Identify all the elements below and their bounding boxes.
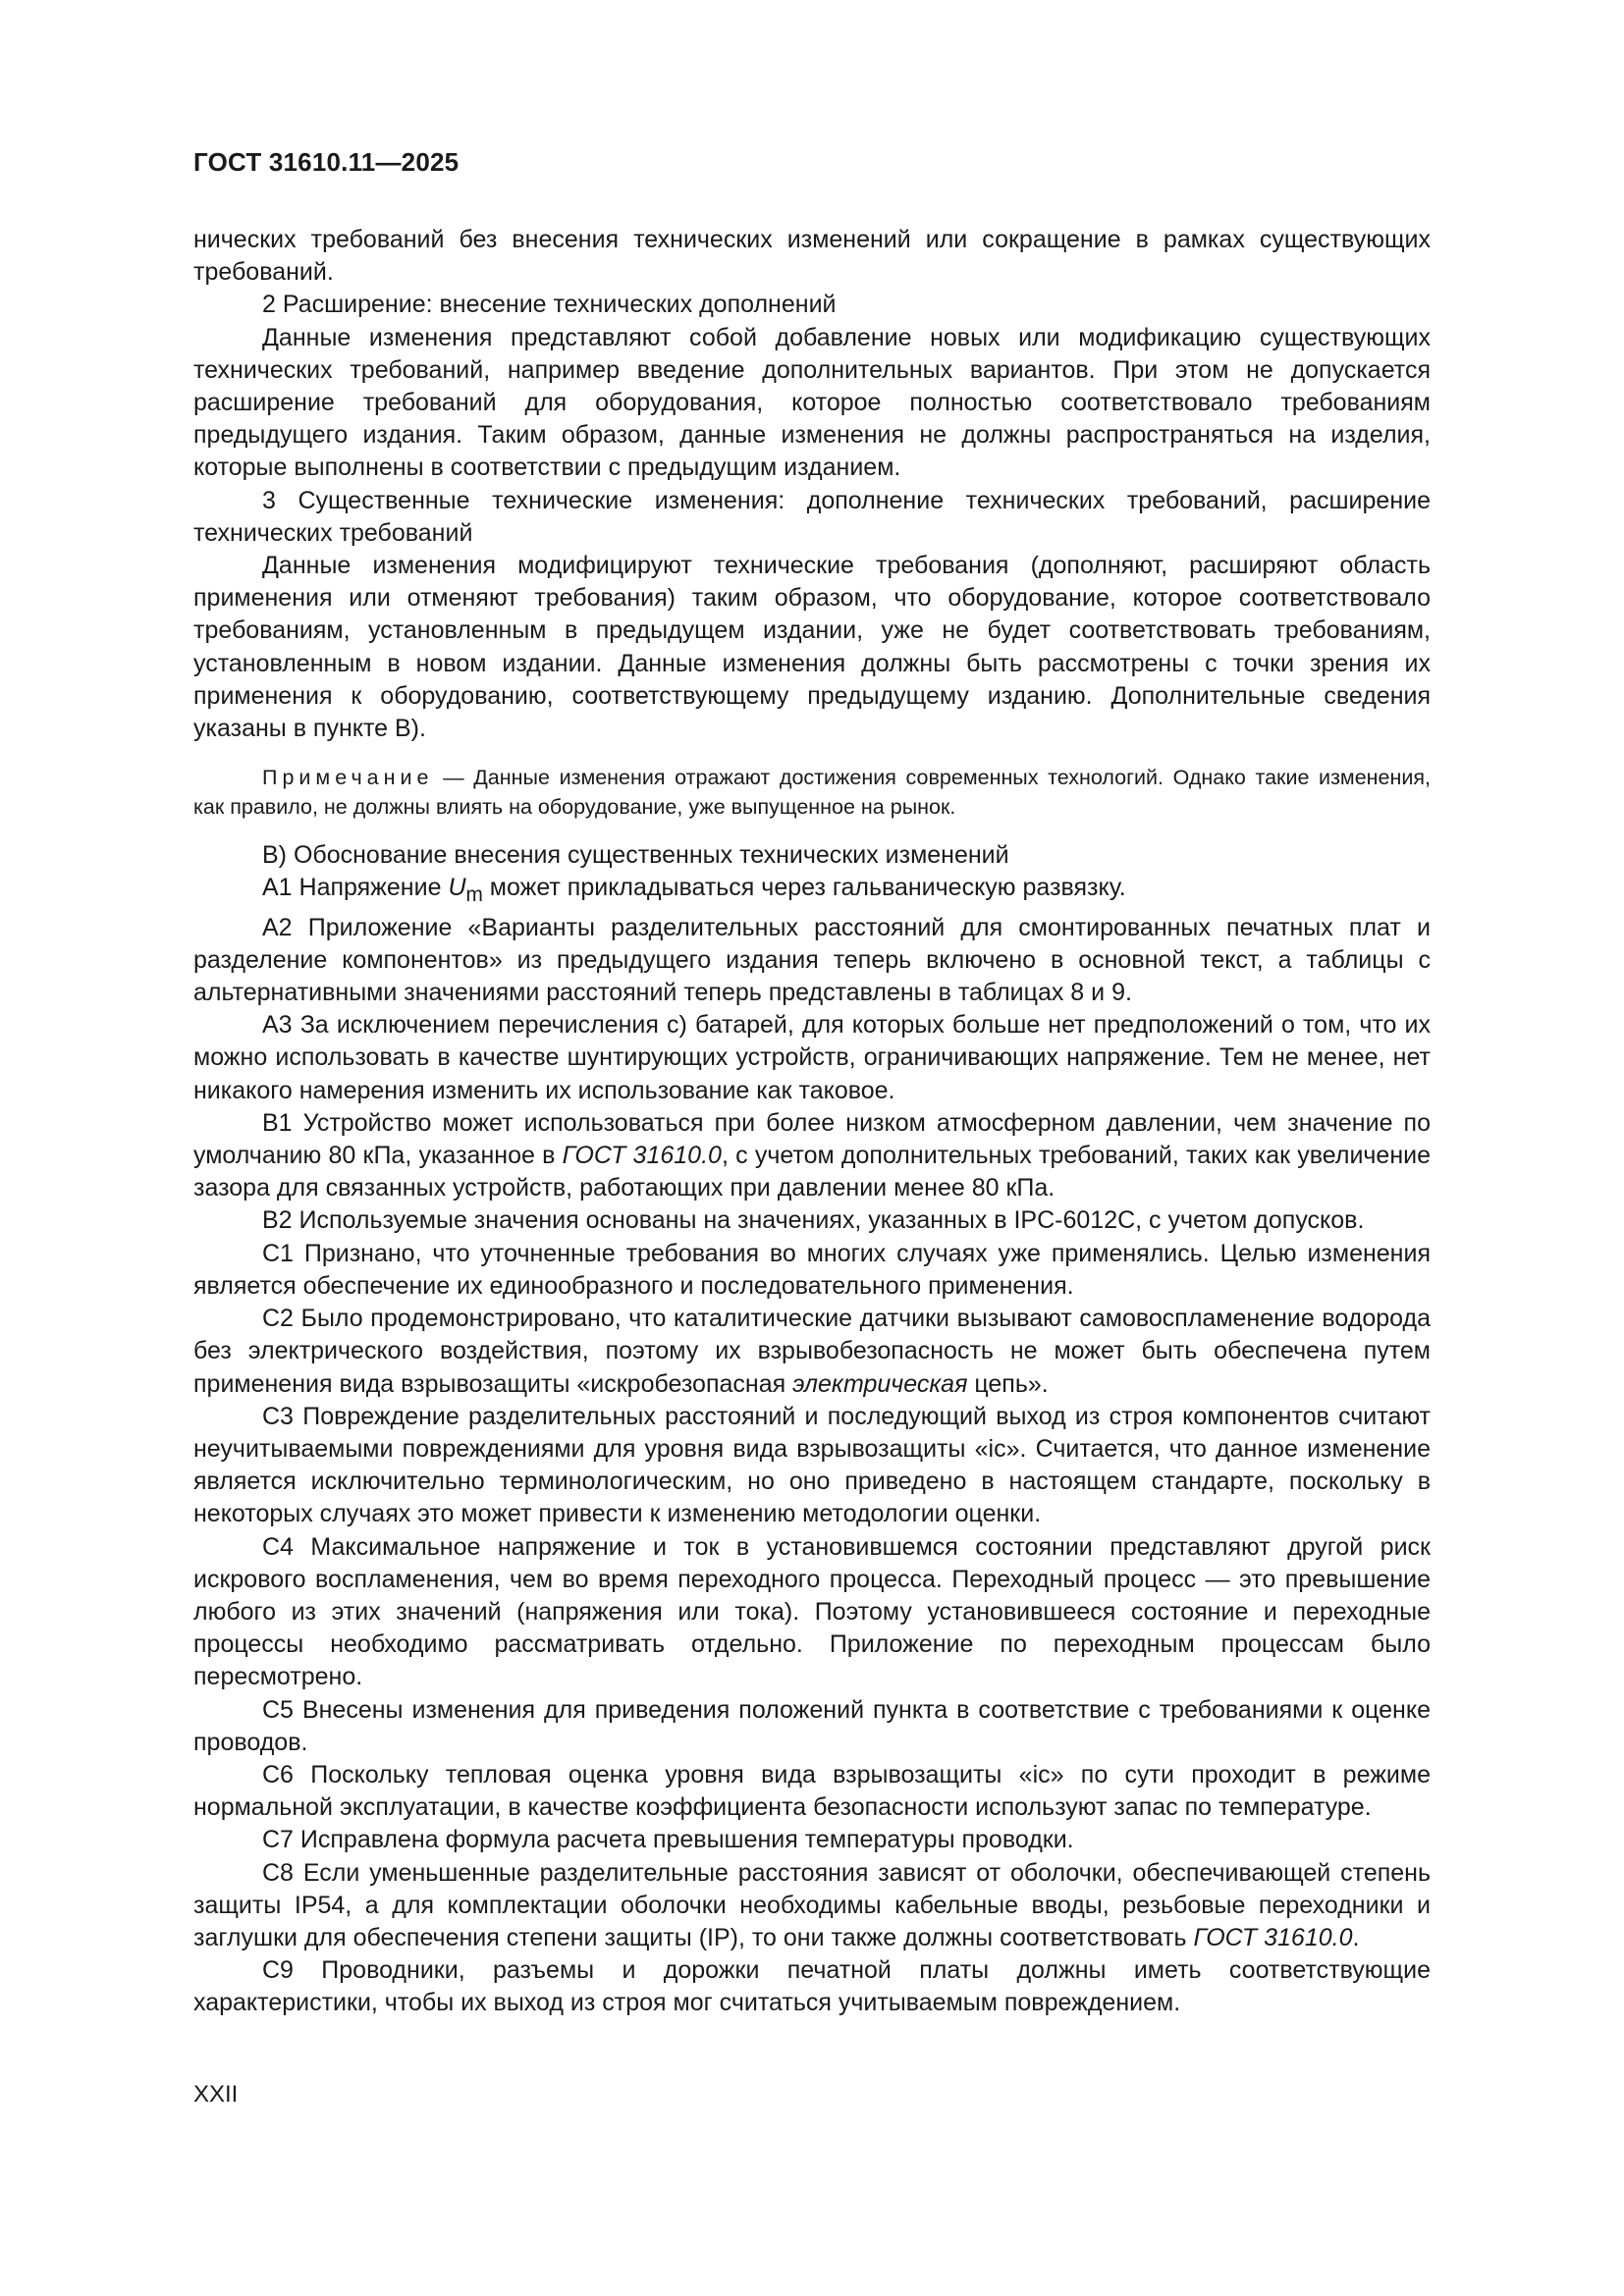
item-c2-text-start: C2 Было продемонстрировано, что каталитические датчики вызывают самовоспламенение водорода без электрического воздействия, поэтому их взрывобезопасность не может быть обеспечена путем применения вида взрывозащиты «искробезопасная [193,1305,1431,1398]
item-c4: C4 Максимальное напряжение и ток в установившемся состоянии представляют другой риск искрового воспламенения, чем во время переходного процесса. Переходный процесс — это превышение любого из этих значений (напряжения или тока). Поэтому установившееся состояние и переходные процессы необходимо рассматривать отдельно. Приложение по переходным процессам было пересмотрено. [193,1532,1431,1691]
item-c3: C3 Повреждение разделительных расстояний и последующий выход из строя компонентов считают неучитываемыми повреждениями для уровня вида взрывозащиты «ic». Считается, что данное изменение является исключительно терминологическим, но оно приведено в настоящем стандарте, поскольку в некоторых случаях это может привести к изменению методологии оценки. [193,1402,1431,1528]
section-heading-justification: B) Обоснование внесения существенных технических изменений [262,841,1009,870]
list-item-significant-changes: 3 Существенные технические изменения: дополнение технических требований, расширение технических требований [193,486,1431,547]
paragraph-extension-description: Данные изменения представляют собой добавление новых или модификацию существующих технических требований, например введение дополнительных вариантов. При этом не допускается расширение требований для оборудования, которое полностью соответствовало требованиям предыдущего издания. Таким образом, данные изменения не должны распространяться на изделия, которые выполнены в соответствии с предыдущим изданием. [193,323,1431,482]
item-b1-standard-ref: ГОСТ 31610.0 [562,1142,722,1170]
item-c2-italic-word: электрическая [792,1369,968,1398]
item-b1 [193,1107,1431,1205]
paragraph-significant-changes-description: Данные изменения модифицируют технические требования (дополняют, расширяют область применения или отменяют требования) таким образом, что оборудование, которое соответствовало требованиям, установленным в предыдущем издании, уже не будет соответствовать требованиям, установленным в новом издании. Данные изменения должны быть рассмотрены с точки зрения их применения к оборудованию, соответствующему предыдущему изданию. Дополнительные сведения указаны в пункте B). [193,552,1431,743]
item-a2: A2 Приложение «Варианты разделительных расстояний для смонтированных печатных плат и разделение компонентов» из предыдущего издания теперь включено в основной текст, а таблицы с альтернативными значениями расстояний теперь представлены в таблицах 8 и 9. [193,913,1431,1007]
item-b1-text-start: B1 Устройство может использоваться при более низком атмосферном давлении, чем значение по умолчанию 80 кПа, указанное в [193,1108,1431,1170]
item-b1-text-end: , с учетом дополнительных требований, таких как увеличение зазора для связанных устройств, работающих при давлении менее 80 кПа. [193,1142,1432,1202]
item-c8-text-start: C8 Если уменьшенные разделительные расстояния зависят от оболочки, обеспечивающей степень защиты IP54, а для комплектации оболочки необходимы кабельные вводы, резьбовые переходники и заглушки для обеспечения степени защиты (IP), то они также должны соответствовать [193,1858,1431,1951]
item-a3: A3 За исключением перечисления c) батарей, для которых больше нет предположений о том, что их можно использовать в качестве шунтирующих устройств, ограничивающих напряжение. Тем не менее, нет никакого намерения изменить их использование как таковое. [193,1011,1431,1104]
item-a1-text-start: A1 Напряжение [262,874,449,902]
item-c5: C5 Внесены изменения для приведения положений пункта в соответствие с требованиями к оценке проводов. [193,1695,1431,1756]
item-c9: C9 Проводники, разъемы и дорожки печатной платы должны иметь соответствующие характеристики, чтобы их выход из строя мог считаться учитываемым повреждением. [193,1956,1431,2017]
item-a1-symbol-subscript: m [465,883,483,907]
item-a1-text-end: может прикладываться через гальваническую развязку. [482,874,1126,902]
item-a1-symbol-u: U [448,874,466,902]
item-c7: C7 Исправлена формула расчета превышения температуры проводки. [262,1826,1074,1854]
page-number: XXII [193,2081,239,2108]
item-a1 [193,872,1431,911]
item-c1: C1 Признано, что уточненные требования во многих случаях уже применялись. Целью изменения является обеспечение их единообразного и последовательного применения. [193,1239,1431,1300]
list-item-extension: 2 Расширение: внесение технических дополнений [262,291,837,319]
item-b2: B2 Используемые значения основаны на значениях, указанных в IPC-6012C, с учетом допусков. [262,1206,1365,1235]
document-body [193,224,1431,2020]
item-c6: C6 Поскольку тепловая оценка уровня вида взрывозащиты «ic» по сути проходит в режиме нормальной эксплуатации, в качестве коэффициента безопасности используют запас по температуре. [193,1760,1431,1822]
item-c8 [193,1857,1431,1955]
paragraph-continuation: нических требований без внесения технических изменений или сокращение в рамках существующих требований. [193,226,1431,287]
note-text: — Данные изменения отражают достижения современных технологий. Однако такие изменения, как правило, не должны влиять на оборудование, уже выпущенное на рынок. [193,766,1431,820]
item-c2-text-end: цепь». [967,1369,1049,1398]
item-c8-text-end: . [1352,1923,1360,1951]
note-block [193,763,1431,822]
item-c2 [193,1303,1431,1401]
note-label: Примечание [262,766,434,790]
page-header-standard-code: ГОСТ 31610.11—2025 [193,147,460,177]
item-c8-standard-ref: ГОСТ 31610.0 [1193,1923,1353,1951]
